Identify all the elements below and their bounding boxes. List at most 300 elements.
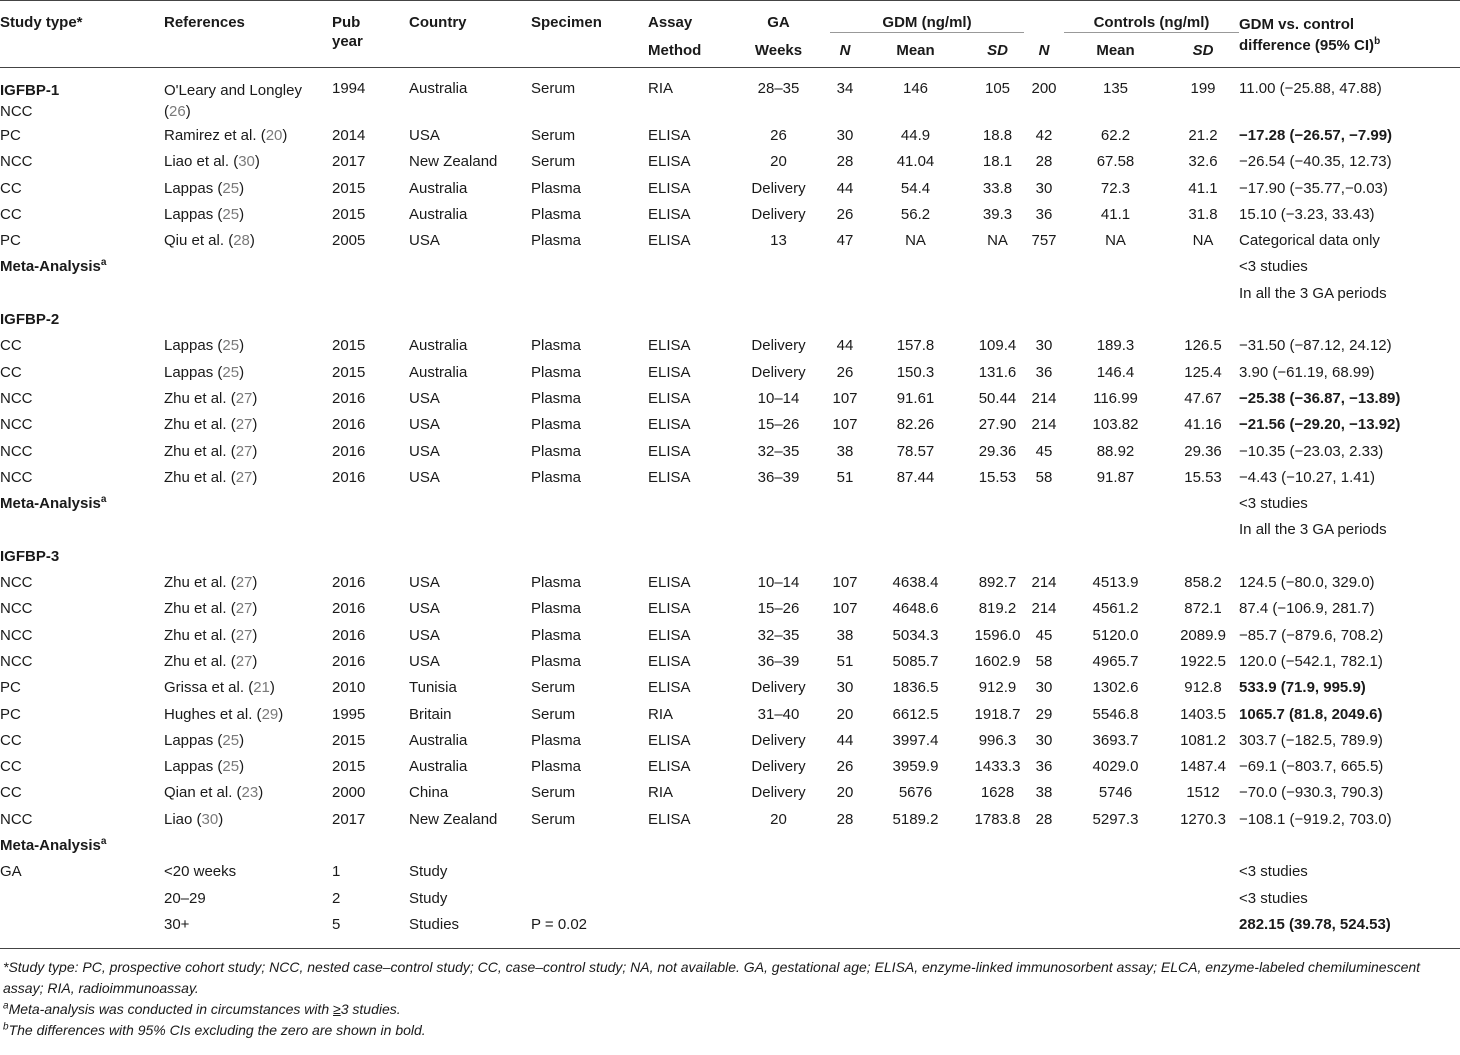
assay-cell: ELISA [648,442,691,460]
footnote-star: *Study type: PC, prospective cohort study; NCC, nested case–control study; CC, case–control study; NA, not available. GA, gestational age; ELISA, enzyme-linked immunosorbent assay; ELCA, enzyme-labeled chemiluminescent assay; RIA, radioimmunoassay. [3,959,1421,997]
col-ctl-n: N [1038,41,1050,59]
assay-cell: ELISA [648,468,691,486]
ctl-mean-cell: 4561.2 [1092,600,1139,618]
empty-cell [648,863,727,889]
difference-cell: −17.28 (−26.57, −7.99) [1239,127,1393,144]
empty-cell [727,285,830,311]
reference-link[interactable]: 25 [222,363,240,381]
empty-cell [971,890,1024,916]
empty-cell [727,311,830,337]
table-row [0,469,1460,495]
gdm-mean-cell: 54.4 [900,179,931,197]
meta-ga-unit: Study [409,889,448,907]
meta-ga-unit: Study [409,863,448,881]
difference-cell: −4.43 (−10.27, 1.41) [1239,468,1375,486]
gdm-n-cell: 34 [836,80,854,97]
assay-cell: ELISA [648,337,691,355]
empty-cell [860,548,971,574]
empty-cell [830,837,860,863]
gdm-n-cell: 30 [836,679,854,697]
reference-link[interactable]: 25 [222,179,240,197]
gdm-n-cell: 28 [836,153,854,171]
reference-cell: Zhu et al. (27) [164,574,258,592]
gdm-n-cell: 107 [832,416,858,434]
empty-cell [164,285,332,311]
ga-cell: Delivery [751,679,806,697]
ctl-n-cell: 30 [1035,731,1053,749]
empty-cell [830,521,860,547]
meta-analysis-row [0,285,1460,311]
gdm-sd-cell: 819.2 [978,600,1017,618]
ga-cell: 32–35 [757,442,800,460]
empty-cell [531,285,648,311]
reference-cell: Zhu et al. (27) [164,468,258,486]
reference-link[interactable]: 21 [253,679,270,697]
gdm-sd-cell: 15.53 [978,468,1017,486]
ctl-mean-cell: 103.82 [1092,416,1139,434]
country-cell: USA [409,468,440,486]
specimen-cell: Plasma [531,600,582,618]
ctl-mean-cell: 91.87 [1096,468,1135,486]
meta-result: <3 studies [1239,258,1308,276]
empty-cell [860,916,971,949]
country-cell: USA [409,232,440,250]
reference-link[interactable]: 25 [222,758,240,776]
reference-link[interactable]: 23 [241,784,259,802]
empty-cell [0,285,164,311]
difference-cell: 533.9 (71.9, 995.9) [1239,679,1366,697]
meta-ga-range: <20 weeks [164,863,237,881]
col-references: References [164,14,245,31]
ctl-mean-cell: 4965.7 [1092,652,1139,670]
empty-cell [1024,837,1064,863]
empty-cell [648,916,727,949]
empty-cell [1024,311,1064,337]
empty-cell [164,311,332,337]
table-row [0,732,1460,758]
ctl-mean-cell: 62.2 [1100,127,1131,144]
assay-cell: ELISA [648,810,691,828]
empty-cell [164,495,332,521]
reference-cell: Lappas (25) [164,731,245,749]
reference-link[interactable]: 20 [265,127,283,144]
country-cell: New Zealand [409,810,498,828]
country-cell: Australia [409,363,468,381]
table-row [0,390,1460,416]
reference-link[interactable]: 27 [235,652,253,670]
difference-cell: −21.56 (−29.20, −13.92) [1239,416,1401,434]
empty-cell [332,311,409,337]
gdm-sd-cell: 105 [984,80,1011,97]
empty-cell [409,311,531,337]
specimen-cell: Serum [531,80,576,97]
study-type-cell: PC [0,127,21,144]
empty-cell [860,285,971,311]
assay-cell: ELISA [648,652,691,670]
year-cell: 2017 [332,810,366,828]
gdm-n-cell: 26 [836,363,854,381]
country-cell: Australia [409,731,468,749]
difference-cell: −69.1 (−803.7, 665.5) [1239,758,1384,776]
reference-cell: Zhu et al. (27) [164,652,258,670]
section-title-text: IGFBP-1 [0,82,60,99]
assay-cell: ELISA [648,416,691,434]
col-ctl-sd: SD [1192,42,1214,59]
reference-cell: Grissa et al. (21) [164,679,275,697]
col-specimen: Specimen [531,14,602,31]
empty-cell [1167,890,1239,916]
empty-cell [830,285,860,311]
ctl-n-cell: 214 [1031,416,1057,434]
gdm-mean-cell: 157.8 [896,337,935,355]
empty-cell [1239,837,1460,863]
difference-cell: −10.35 (−23.03, 2.33) [1239,442,1384,460]
gdm-sd-cell: 1596.0 [974,626,1021,644]
reference-cell: Lappas (25) [164,363,245,381]
meta-ga-count: 1 [332,863,341,881]
ga-cell: Delivery [751,731,806,749]
ctl-mean-cell: 5546.8 [1092,705,1139,723]
reference-link[interactable]: 27 [235,416,253,434]
meta-ga-result: <3 studies [1239,863,1308,881]
reference-cell: O'Leary and Longley (26) [164,82,302,120]
empty-cell [409,521,531,547]
gdm-mean-cell: 1836.5 [892,679,939,697]
empty-cell [860,521,971,547]
reference-link[interactable]: 27 [235,574,253,592]
empty-cell [648,311,727,337]
study-type-cell: PC [0,679,21,697]
specimen-cell: Plasma [531,363,582,381]
study-type-cell: NCC [0,416,33,434]
gdm-sd-cell: 109.4 [978,337,1017,355]
gdm-mean-cell: 4648.6 [892,600,939,618]
difference-cell: 87.4 (−106.9, 281.7) [1239,600,1375,618]
gdm-n-cell: 44 [836,731,854,749]
ctl-sd-cell: 1270.3 [1180,810,1226,828]
gdm-sd-cell: 1602.9 [974,652,1021,670]
reference-cell: Lappas (25) [164,179,245,197]
empty-cell [531,258,648,284]
table-row [0,679,1460,705]
country-cell: USA [409,442,440,460]
study-type-cell: CC [0,337,22,355]
reference-link[interactable]: 30 [201,810,219,828]
gdm-n-cell: 107 [832,600,858,618]
ctl-n-cell: 58 [1035,468,1053,486]
gdm-mean-cell: 44.9 [900,127,931,144]
empty-cell [1064,311,1167,337]
ctl-mean-cell: 5297.3 [1092,810,1139,828]
empty-cell [860,495,971,521]
table-row [0,232,1460,258]
table-row [0,206,1460,232]
reference-cell: Qiu et al. (28) [164,232,255,250]
assay-cell: RIA [648,705,674,723]
empty-cell [830,311,860,337]
empty-cell [727,916,830,949]
ctl-mean-cell: 88.92 [1096,442,1135,460]
reference-link[interactable]: 26 [169,103,186,120]
assay-cell: ELISA [648,179,691,197]
gdm-mean-cell: 5085.7 [892,652,939,670]
ctl-mean-cell: 3693.7 [1092,731,1139,749]
meta-ga-p-value: P = 0.02 [531,916,648,949]
empty-cell [332,495,409,521]
specimen-cell: Serum [531,784,576,802]
reference-link[interactable]: 25 [222,337,240,355]
ctl-n-cell: 200 [1031,80,1057,97]
reference-link[interactable]: 27 [235,468,253,486]
gdm-mean-cell: 87.44 [896,468,935,486]
gdm-n-cell: 51 [836,652,854,670]
ga-cell: 15–26 [757,416,800,434]
specimen-cell: Serum [531,810,576,828]
empty-cell [332,521,409,547]
gdm-n-cell: 51 [836,468,854,486]
specimen-cell: Serum [531,705,576,723]
gdm-n-cell: 26 [836,758,854,776]
empty-cell [1167,548,1239,574]
reference-cell: Zhu et al. (27) [164,626,258,644]
table-row [0,653,1460,679]
specimen-cell: Plasma [531,468,582,486]
reference-link[interactable]: 27 [235,600,253,618]
gdm-mean-cell: 82.26 [896,416,935,434]
table-row [0,153,1460,179]
country-cell: USA [409,626,440,644]
ga-cell: 20 [770,153,787,171]
empty-cell [1064,285,1167,311]
ctl-n-cell: 214 [1031,389,1057,407]
gdm-mean-cell: 6612.5 [892,705,939,723]
empty-cell [830,916,860,949]
col-method: Method [648,41,702,59]
specimen-cell: Plasma [531,574,582,592]
meta-analysis-row [0,521,1460,547]
gdm-sd-cell: 18.1 [982,153,1013,171]
col-ctl-mean: Mean [1096,42,1135,59]
empty-cell [971,916,1024,949]
reference-link[interactable]: 27 [235,626,253,644]
gdm-n-cell: 38 [836,442,854,460]
reference-link[interactable]: 29 [261,705,279,723]
meta-ga-result: 282.15 (39.78, 524.53) [1239,916,1460,949]
reference-link[interactable]: 27 [235,389,253,407]
ctl-mean-cell: 5746 [1098,784,1133,802]
assay-cell: ELISA [648,574,691,592]
country-cell: USA [409,389,440,407]
difference-cell: −108.1 (−919.2, 703.0) [1239,810,1392,828]
ctl-mean-cell: 189.3 [1096,337,1135,355]
empty-cell [409,495,531,521]
table-row [0,337,1460,363]
country-cell: China [409,784,449,802]
ga-cell: 20 [770,810,787,828]
ctl-sd-cell: 1487.4 [1180,758,1226,776]
table-row [0,180,1460,206]
year-cell: 1995 [332,705,366,723]
assay-cell: ELISA [648,389,691,407]
empty-cell [860,258,971,284]
difference-cell: −26.54 (−40.35, 12.73) [1239,153,1392,171]
study-type-cell: PC [0,232,21,250]
col-gdm-sd: SD [987,42,1008,59]
empty-cell [971,495,1024,521]
empty-cell [1024,890,1064,916]
country-cell: Australia [409,337,468,355]
col-weeks: Weeks [754,41,803,59]
table-row [0,600,1460,626]
country-cell: USA [409,600,440,618]
empty-cell [332,837,409,863]
empty-cell [648,890,727,916]
meta-ga-range: 30+ [164,916,332,949]
meta-ga-p-value [531,890,648,916]
gdm-n-cell: 38 [836,626,854,644]
ctl-mean-cell: 135 [1102,80,1129,97]
ga-cell: 36–39 [757,468,800,486]
gdm-sd-cell: 1433.3 [974,758,1021,776]
ctl-mean-cell: 1302.6 [1092,679,1139,697]
gdm-mean-cell: NA [905,232,926,250]
ga-cell: 15–26 [757,600,800,618]
ga-cell: 10–14 [757,574,800,592]
reference-link[interactable]: 27 [235,442,253,460]
reference-link[interactable]: 30 [238,153,255,171]
gdm-n-cell: 107 [832,389,858,407]
empty-cell [1064,837,1167,863]
specimen-cell: Plasma [531,416,582,434]
empty-cell [1024,548,1064,574]
reference-cell: Zhu et al. (27) [164,442,258,460]
gdm-mean-cell: 146 [902,80,929,97]
meta-ga-label [0,890,164,916]
country-cell: USA [409,574,440,592]
gdm-mean-cell: 5034.3 [892,626,939,644]
study-type-cell: NCC [0,600,33,618]
study-type-cell: PC [0,705,21,723]
ctl-mean-cell: 67.58 [1096,153,1135,171]
assay-cell: ELISA [648,153,691,171]
empty-cell [1024,495,1064,521]
gdm-mean-cell: 78.57 [896,442,935,460]
gdm-sd-cell: 27.90 [978,416,1017,434]
ctl-sd-cell: 21.2 [1188,127,1218,144]
ctl-sd-cell: 29.36 [1184,442,1222,460]
gdm-sd-cell: 29.36 [978,442,1017,460]
reference-link[interactable]: 28 [233,232,250,250]
study-type-cell: CC [0,731,22,749]
empty-cell [409,258,531,284]
specimen-cell: Serum [531,679,576,697]
study-type-cell: NCC [0,652,33,670]
study-type-cell: NCC [0,626,33,644]
difference-cell: 124.5 (−80.0, 329.0) [1239,574,1375,592]
empty-cell [648,837,727,863]
ga-cell: Delivery [751,363,806,381]
ctl-sd-cell: 199 [1190,80,1216,97]
col-assay: Assay [648,14,693,31]
year-cell: 2016 [332,442,366,460]
table-row [0,364,1460,390]
gdm-sd-cell: 39.3 [982,205,1013,223]
col-pub: Pub [332,14,361,31]
empty-cell [830,258,860,284]
year-cell: 2014 [332,127,366,144]
assay-cell: ELISA [648,205,691,223]
empty-cell [971,863,1024,889]
difference-cell: 15.10 (−3.23, 33.43) [1239,205,1375,223]
difference-cell: 11.00 (−25.88, 47.88) [1239,80,1382,97]
reference-cell: Zhu et al. (27) [164,416,258,434]
meta-ga-row [0,863,1460,889]
reference-link[interactable]: 25 [222,731,240,749]
empty-cell [1167,916,1239,949]
gdm-mean-cell: 56.2 [900,205,931,223]
empty-cell [164,548,332,574]
empty-cell [1167,311,1239,337]
meta-ga-unit: Studies [409,916,531,949]
ctl-n-cell: 36 [1035,205,1053,223]
meta-ga-label: GA [0,863,22,881]
ga-cell: Delivery [751,337,806,355]
gdm-mean-cell: 3997.4 [892,731,939,749]
year-cell: 2015 [332,363,366,381]
year-cell: 2017 [332,153,366,171]
reference-link[interactable]: 25 [222,205,240,223]
year-cell: 2010 [332,679,366,697]
ctl-n-cell: 42 [1035,127,1053,144]
gdm-sd-cell: 131.6 [978,363,1017,381]
ctl-mean-cell: 41.1 [1100,205,1131,223]
empty-cell [1239,311,1460,337]
gdm-mean-cell: 3959.9 [892,758,939,776]
meta-result: In all the 3 GA periods [1239,284,1387,302]
col-study-type: Study type* [0,14,83,31]
empty-cell [727,837,830,863]
ctl-sd-cell: 41.1 [1188,179,1218,197]
ctl-n-cell: 58 [1035,652,1053,670]
gdm-sd-cell: 1783.8 [974,810,1021,828]
year-cell: 2016 [332,626,366,644]
ctl-mean-cell: 72.3 [1100,179,1131,197]
meta-analysis-label: Meta-Analysis$^a$ [0,257,107,276]
col-country: Country [409,14,467,31]
ga-cell: 31–40 [757,705,800,723]
difference-cell: −17.90 (−35.77,−0.03) [1239,179,1388,197]
table-row [0,416,1460,442]
gdm-n-cell: 20 [836,784,854,802]
gdm-n-cell: 30 [836,127,854,144]
section-title-row [0,548,1460,574]
meta-ga-count: 5 [332,916,409,949]
reference-cell: Lappas (25) [164,758,245,776]
reference-cell: Liao (30) [164,810,224,828]
reference-cell: Zhu et al. (27) [164,600,258,618]
gdm-mean-cell: 41.04 [896,153,935,171]
study-type-cell: CC [0,363,22,381]
study-type-cell: NCC [0,810,33,828]
footnote-b: $^b$The differences with 95% CIs excluding the zero are shown in bold. [3,1021,426,1039]
gdm-mean-cell: 91.61 [896,389,935,407]
empty-cell [409,837,531,863]
empty-cell [1064,258,1167,284]
empty-cell [1064,495,1167,521]
ctl-mean-cell: 4513.9 [1092,574,1139,592]
meta-ga-count: 2 [332,889,341,907]
empty-cell [971,521,1024,547]
